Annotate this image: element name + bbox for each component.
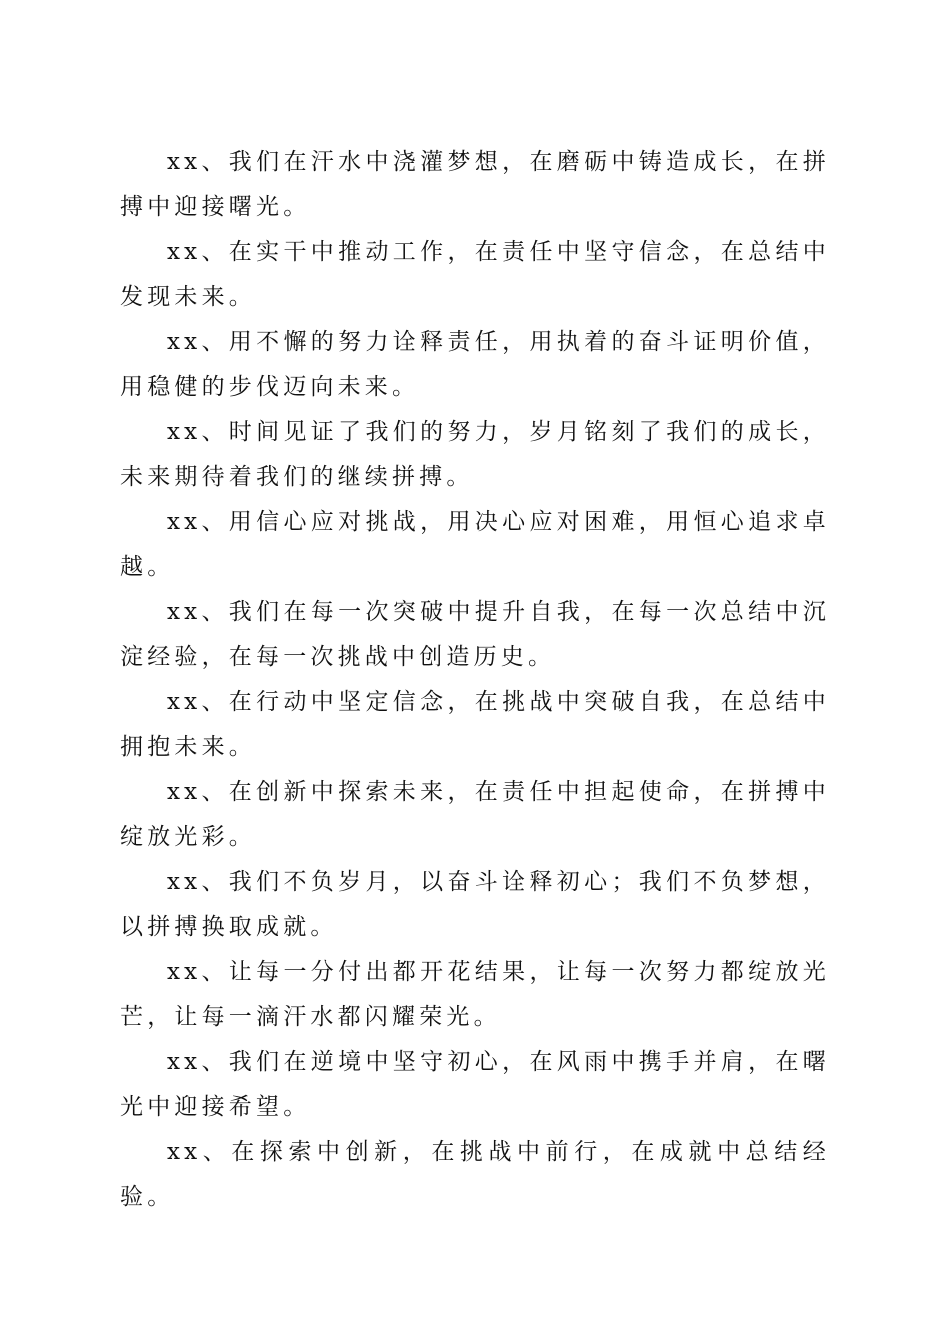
paragraph: xx、我们在汗水中浇灌梦想，在磨砺中铸造成长，在拼搏中迎接曙光。 bbox=[120, 149, 830, 220]
paragraph: xx、在探索中创新，在挑战中前行，在成就中总结经验。 bbox=[120, 1139, 830, 1210]
paragraph: xx、我们不负岁月，以奋斗诠释初心；我们不负梦想，以拼搏换取成就。 bbox=[120, 869, 830, 940]
paragraph: xx、用不懈的努力诠释责任，用执着的奋斗证明价值，用稳健的步伐迈向未来。 bbox=[120, 329, 830, 400]
paragraph: xx、我们在每一次突破中提升自我，在每一次总结中沉淀经验，在每一次挑战中创造历史。 bbox=[120, 599, 830, 670]
paragraph: xx、让每一分付出都开花结果，让每一次努力都绽放光芒，让每一滴汗水都闪耀荣光。 bbox=[120, 959, 830, 1030]
paragraph: xx、用信心应对挑战，用决心应对困难，用恒心追求卓越。 bbox=[120, 509, 830, 580]
paragraph: xx、我们在逆境中坚守初心，在风雨中携手并肩，在曙光中迎接希望。 bbox=[120, 1049, 830, 1120]
paragraph: xx、在实干中推动工作，在责任中坚守信念，在总结中发现未来。 bbox=[120, 239, 830, 310]
document-body bbox=[120, 140, 830, 1220]
paragraph: xx、时间见证了我们的努力，岁月铭刻了我们的成长，未来期待着我们的继续拼搏。 bbox=[120, 419, 830, 490]
paragraph: xx、在行动中坚定信念，在挑战中突破自我，在总结中拥抱未来。 bbox=[120, 689, 830, 760]
paragraph: xx、在创新中探索未来，在责任中担起使命，在拼搏中绽放光彩。 bbox=[120, 779, 830, 850]
